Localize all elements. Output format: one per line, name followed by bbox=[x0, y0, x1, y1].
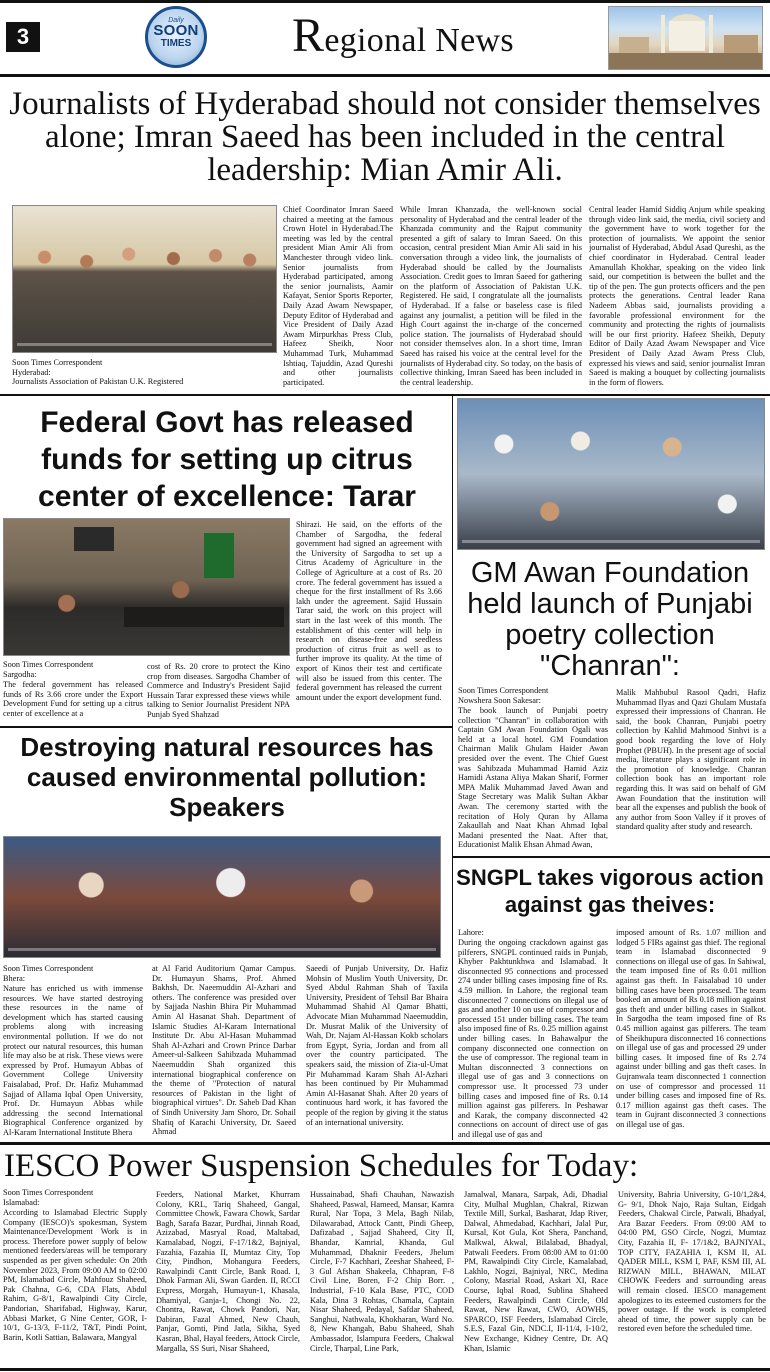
article6-column-5: University, Bahria University, G-10/1,2&4, G- 9/1, Dhok Najo, Raja Sultan, Eidgah Feeders, Chakwal Circle, Patwali, Bhadyal, Ara Bazar Feeders. From 09:00 AM to 04:00 PM, GSO Circle, Nogzi, Mumtaz City, Fazahia II, F- 17/1&2, BAJNIYAL, TOP CITY, FAZAHIA I, KSM II, AL QADER MILL, KSM I, PAF, KSM III, AL RIZWAN MILL, BHAWAN, MILAT CHOWK Feeders and surrounding areas will remain closed. IESCO management apologizes to its esteemed customers for the power outage. If the work is completed ahead of time, the power supply can be restored even before the scheduled time. bbox=[618, 1190, 766, 1334]
headline-iesco: IESCO Power Suspension Schedules for Today: bbox=[4, 1148, 639, 1184]
photo-journalists-meeting bbox=[12, 205, 277, 353]
article1-bottom-rule bbox=[0, 394, 770, 396]
header-rule bbox=[0, 74, 770, 77]
logo-daily: Daily bbox=[168, 17, 184, 24]
article4-column-1: Nature has enriched us with immense resources. We have started destroying these resources in the name of development which has started causing problems along with increasing environmental pollution. If we do not protect our natural resources, this human life may also be at risk. These views were expressed by Prof. Humayun Abbas of Government College University Faisalabad, Prof. Dr. Hafiz Muhammad Sajjad of Allama Iqbal Open University, Prof. Dr. Humayun Abbas while addressing the second International Biographical Conference organized by Al-Karam International Institute Bhera bbox=[3, 984, 143, 1137]
top-rule bbox=[0, 0, 770, 3]
headline-gm-awan: GM Awan Foundation held launch of Punjabi poetry collection "Chanran": bbox=[467, 557, 753, 682]
section-title-rest: egional News bbox=[324, 22, 514, 59]
section-title-first-letter: R bbox=[292, 9, 325, 62]
header-photo-art bbox=[609, 7, 763, 70]
article2-byline-correspondent: Soon Times Correspondent bbox=[3, 660, 94, 669]
article1-byline bbox=[12, 358, 277, 390]
headline-journalists: Journalists of Hyderabad should not consider themselves alone; Imran Saeed has been included in the central leadership: Mian Amir Ali. bbox=[9, 86, 761, 188]
article4-column-3: Saeedi of Punjab University, Dr. Hafiz Mohsin of Muslim Youth University, Dr. Syed Abdul Rahman Shah of Taxila University, President of Tehsil Bar Bhaira Muhammad Shahid Al Qamar Bhatti, Advocate Mian Muhammad Naeemuddin, Dr. Musrat Malik of the University of Wah, Dr. Najam Al-Hassan Kokb scholars from Egypt, Syria, Jordan and from all over the country participated. The speakers said, the mission of Zia-ul-Umat Pir Muhammad Karam Shah Al-Azhari has been continued by Pir Muhammad Amin Al-Hasanat Shah. After 20 years of continuous hard work, it has favored the people of the region by giving it the status of an international university. bbox=[306, 964, 448, 1127]
article4-column-2: at Al Farid Auditorium Qamar Campus. Dr. Humayun Shams, Prof. Ahmed Bakhsh, Dr. Naeemuddin Al-Azhari and others. The conference was presided over by Sajjada Nashin Bhira Pir Muhammad Amin Al Hasanat Shah. Department of Islamic Studies Al-Karam International Institute Dr. Abu Al-Hasan Muhammad Shah Al-Azhari and Crown Prince Darbar Ameer-ul-Salkeen Sahibzada Muhammad Naeemuddin Shah organized this international biographical conference on the theme of "Protection of natural resources of Pakistan in the light of biographical virtues". Dr. Saheb Dad Khan of Sindh University Jam Shoro, Dr. Sohail Shafiq of Karachi University, Dr. Saeed Ahmad bbox=[152, 964, 296, 1137]
article2-column-3: Shirazi. He said, on the efforts of the Chamber of Sargodha, the federal government had signed an agreement with the University of Sargodha to set up a Citrus Academy of Agriculture in the College of Agriculture at a cost of Rs. 20 crore. The federal government has issued a cheque for the first installment of Rs 3.66 lakh under the agreement. Sajid Hussain Tarar said, the work on this project will start in the last week of this month. The establishment of this center will help in research on disease-free and seedless production of citrus fruit as well as to further improve its quality. At the time of export of Kinos their test and certificate will also be issued from this center. The federal government has released the current amount under the export development fund. bbox=[296, 520, 442, 702]
article5-byline-city: Lahore: bbox=[458, 928, 484, 937]
article1-column-3: Central leader Hamid Siddiq Anjum while speaking through video link said, the media, civil society and the government have to work together for the protection of journalists. We appoint the senior journalist of Hyderabad, Abdul Asad Qureshi, as the chief coordinator in Hyderabad. Central leader Amanullah Khokhar, speaking on the video link said, our competition is between the bullet and the tip of the pen. The gun protects officers and the pen protects the generations. Central leader Rana Nadeem Abbas said, journalists providing a favorable professional environment for the community and protecting the rights of journalists will be our first priority. Hafeez Sheikh, Deputy Editor of Daily Azad Awam Newspaper and Vice President of Daily Azad Awam Press Club, expressed his views and said, senior journalist Imran Saeed is making a bouquet by collecting journalists in the form of flowers. bbox=[589, 205, 765, 387]
article1-column-2: While Imran Khanzada, the well-known social personality of Hyderabad and the central leader of the Khanzada community and the Rajput community presented a gift of salary to Imran Saeed. On this occasion, central president Mian Amir Ali said in his conversation through a video link, the journalists of Hyderabad should be called by the Journalists Association. Credit goes to Imran Saeed for gathering on the platform of Association of Pakistan U.K. Registered. He said, I congratulate all the journalists of Hyderabad. If a false or baseless case is filed against any journalist, a petition will be filed in the High Court against the in-charge of the concerned police station. The journalists of Hyderabad should not consider themselves alon. In a short time, Imran Saeed has raised his voice at the central level for the journalists of Hyderabad city. So today, on the basis of collective thinking, Imran Saeed has been included in the central leadership. bbox=[400, 205, 582, 387]
article6-column-2: Feeders, National Market, Khurram Colony, KRL, Tariq Shaheed, Gangal, Committee Chowk, Fawara Chowk, Sardar Bagh, Sarafa Bazar, Purdhai, Jinnah Road, Azizabad, Masryal Road, Maltabad, Kamalabad, Nogzi, F-17/1&2, Bajniyal, Fazahia, Fazahia II, Mumtaz City, Top City, Pindhon, Mohangura Feeders, Rawalpindi Cantt Circle, Bank Road. I, Dhok Farman Ali, Swan Garden. II, RCCI Express, Morgah, Humayun-1, Khasala, Dhamiyal, Ganja-1, Chongi No. 22, Chontra, Rawat, Chowk Pandori, Nar, Dabiran, Fazal Ahmed, New Chauh, Panjar, Gomti, Pind Jatla, Sikha, Syed Kasran, Bhal, Hayal feeders, Attock Circle, Margalla, SS Suri, Nisar Shaheed, bbox=[156, 1190, 300, 1353]
article2-column-1: The federal government has released funds of Rs 3.66 crore under the Export Development Fund for setting up a citrus center of excellence at a bbox=[3, 680, 143, 718]
article5-column-1: During the ongoing crackdown against gas pilferers, SNGPL continued raids in Punjab, Khyber Pakhtunkhwa and Islamabad. It disconnected 95 connections and processed 274 under billing cases imposing fine of Rs. 4.59 million. In Lahore, the regional team disconnected 7 connections on illegal use of gas and another 10 on use of compressor and processed 151 under billing cases. The team also imposed fine of Rs. 0.25 million against under billing cases. In Bahawalpur the company disconnected one connection on the use of compressor. The regional team in Multan disconnected 3 connections on illegal use of gas and 3 connections on compressor use. It processed 73 under billing cases and imposed fine of Rs. 0.14 million against gas pilferers. In Peshawar and Karak, the company disconnected 42 connections on account of direct use of gas and illegal use of gas and bbox=[458, 938, 608, 1138]
article1-byline-correspondent: Soon Times Correspondent bbox=[12, 358, 103, 367]
article6-byline-city: Islamabad: bbox=[3, 1197, 40, 1207]
photo-sargodha-chamber bbox=[3, 518, 290, 656]
logo-soon: SOON bbox=[153, 22, 199, 39]
article1-byline-city: Hyderabad: bbox=[12, 367, 51, 377]
bottom-rule bbox=[0, 1368, 770, 1371]
headline-sngpl: SNGPL takes vigorous action against gas theives: bbox=[456, 865, 764, 917]
article2-column-2: cost of Rs. 20 crore to protect the Kino crop from diseases. Sargodha Chamber of Commerce and Industry's President Sajid Hussain Tarar expressed these views while talking to Senior Journalist President NPA Punjab Syed Shahzad bbox=[147, 662, 290, 719]
article3-column-2: Malik Mahbubul Rasool Qadri, Hafiz Muhammad Ilyas and Qazi Ghulam Mustafa expressed their impressions of Chanran. He said, the book Chanran, Punjabi poetry collection by Kahlid Mahmood Sinhvi is a good book regarding the love of Holy Prophet (PBUH). In the present age of social media, literature plays a significant role in the promotion of knowledge. Chanran collection book has an important role regarding this. It was said on behalf of GM Awan Foundation that the institution will bear all the expenses and publish the book of any author from Soon Valley if it proves of standard quality after study and research. bbox=[616, 688, 766, 832]
headline-destroying-resources: Destroying natural resources has caused environmental pollution: Speakers bbox=[20, 732, 434, 822]
article6-column-4: Jamalwal, Manara, Sarpak, Adi, Dhadial City, Mulhal Mughlan, Chakral, Rizwan Textile Mill, Surkal, Basharat, Jdap River, Dalwal, Ahmedabad, Kachhari, Jalal Pur, Kursal, Kot Gula, Kot Shera, Panchand, Malkwal, Akwal, Bilalabad, Bhadyal, Patwali Feeders. From 08:00 AM to 01:00 PM, Rawalpindi City Circle, Kamalabad, Lakhlo, Nogzi, Bajniyal, NRC, Medina Colony, Masrial Road, Askari XI, Race Course, Iqbal Road, Sublina Shaheed Feeders, Rawalpindi Cantt Circle, Old Rawat, New Rawat, CWO, AOWHS, SPARCO, ISF Feeders, Islamabad Circle, S.E.S, Fazal Gin, NDC.I, II-11/4, I-10/2, New Exchange, Kidney Centre, Dr. AQ Khan, Islamic bbox=[464, 1190, 608, 1353]
article6-byline-correspondent: Soon Times Correspondent bbox=[3, 1188, 94, 1197]
article6-byline bbox=[3, 1188, 147, 1208]
article1-photo-caption: Journalists Association of Pakistan U.K. Registered bbox=[12, 377, 184, 387]
article6-column-3: Hussainabad, Shafi Chauhan, Nawazish Shaheed, Paswal, Hameed, Mansar, Kamra Rural, Nar Topa, 3 Mela, Bagh Nilab, Dilawarabad, Attock Cantt, Pindi Gheep, Dafizabad , Sajjad Shaheed, City II, Bhandar, Kamrial, Khanda, Gul Muhammad, Dhaknir Feeders, Jhelum Circle, F-7 Kachhari, Zeeshar Shaheed, F-3 Gul Afshan Shakeela, Chhapran, F-8 Civil Line, Boren, F-2 Chip Borr. , Industrial, F-10 Kala Base, PTC, COD Kala, Dina 3 Rohtas, Chamala, Captain Nisar Shaheed, Pedayal, Safdar Shaheed, Sanghui, Nathwala, Khokharan, Ward No. 8, New Khangah, Babu Shaheed, Shah Ambassador, Islampura Feeders, Chakwal Circle, Tharpal, Line Park, bbox=[310, 1190, 454, 1353]
article4-byline-correspondent: Soon Times Correspondent bbox=[3, 964, 94, 973]
article2-byline-city: Sargodha: bbox=[3, 669, 37, 679]
article1-column-1: Chief Coordinator Imran Saeed chaired a meeting at the famous Crown Hotel in Hyderabad.The meeting was led by the central president Mian Amir Ali from Manchester through video link. Senior journalists from Hyderabad participated, among the senior journalists, Aamir Kafayat, Senior Sports Reporter, Daily Azad Awam Newspaper, Deputy Editor of Hyderabad and Vice President of Daily Azad Awam Mirpurkhas Press Club, Hafeez Sheikh, Noor Muhammad Turk, Muhammad Ishtiaq, Tajuddin, Azad Qureshi and other journalists participated. bbox=[283, 205, 393, 387]
photo-stripe bbox=[462, 540, 760, 543]
soon-times-logo bbox=[145, 6, 207, 68]
photo-gm-awan-event bbox=[457, 398, 765, 550]
section-title bbox=[292, 8, 514, 63]
article4-byline-city: Bhera: bbox=[3, 973, 26, 983]
article-iesco-top-rule bbox=[0, 1142, 770, 1145]
article6-column-1: According to Islamabad Electric Supply Company (IESCO)'s spokesman, System Maintenance/Development Work is in process. Therefore power supply of below mentioned feeders/areas will be temporary suspended as per given schedule: On 20th November 2023, From 09:00 AM to 02:00 PM, Islamabad Circle, Mahfouz Shaheed, Pak Chahna, G-6, CDA Flats, Abdul Rahim, G-8/1, Rawalpindi City Circle, Pandorian, Sharifabad, Highway, Karur, Abbasi Market, G Nine Center, GOR, I-10/1, G-13/3, F-11/2, T&T, Pindi Point, Barin, Kotli Sattian, Balawara, Mangyal bbox=[3, 1208, 147, 1342]
logo-times: TIMES bbox=[160, 38, 192, 49]
article2-bottom-rule bbox=[0, 726, 452, 728]
photo-conference-speakers bbox=[3, 836, 441, 958]
photo-stripe bbox=[8, 948, 436, 951]
page-number: 3 bbox=[6, 22, 40, 52]
article4-byline bbox=[3, 964, 143, 984]
column-divider bbox=[452, 396, 453, 1140]
article3-column-1: The book launch of Punjabi poetry collection "Chanran" in collaboration with Captain GM Awan Foundation Ogali was held at a local hotel. GM Foundation Chairman Malik Ghulam Haider Awan presided over the event. The Chief Guest was Sahibzada Muhammad Hamid Aziz Hamidi Astana Aliya Makan Sharif, Former MPA Malik Muhammad Javed Awan and Stage Secretary was Malik Sultan Akbar Awan. The ceremony started with the recitation of Holy Quran by Allama Zakaullah and Naat Khan Ahmad Iqbal Madani presented the Naat. After that, Educationist Malik Ehsan Ahmad Awan, bbox=[458, 706, 608, 850]
office-photo-art bbox=[4, 519, 290, 656]
header-city-photo bbox=[608, 6, 763, 70]
article3-byline bbox=[458, 686, 608, 706]
photo-stripe bbox=[17, 343, 272, 346]
article5-column-2: imposed amount of Rs. 1.07 million and lodged 5 FIRs against gas thief. The regional team in Islamabad disconnected 9 connections on illegal use of gas. In Sahiwal, the team imposed fine of Rs 0.01 million against gas theft. In Faisalabad 10 under billing cases have been processed. The team booked an amount of Rs 0.18 million against gas theft and under billing cases in Sialkot. In Sargodha the team imposed fine of Rs 0.45 million against gas pilferers. The team of Sheikhupura disconnected 16 connections on illegal use of gas and processed 29 under billing cases. It imposed fine of Rs 2.74 against under billing and gas theft cases. In Gujranwala team disconnected 1 connection on use of compressor and processed 11 under billing cases and imposed fine of Rs. 0.17 million against gas theft cases. The team in Gujrant disconnected 3 connections on illegal use of gas. bbox=[616, 928, 766, 1129]
article2-byline bbox=[3, 660, 143, 680]
article3-byline-city: Nowshera Soon Sakesar: bbox=[458, 695, 541, 705]
article3-byline-correspondent: Soon Times Correspondent bbox=[458, 686, 549, 695]
headline-federal-govt: Federal Govt has released funds for setting up citrus center of excellence: Tarar bbox=[38, 406, 416, 513]
article3-bottom-rule bbox=[452, 856, 770, 858]
